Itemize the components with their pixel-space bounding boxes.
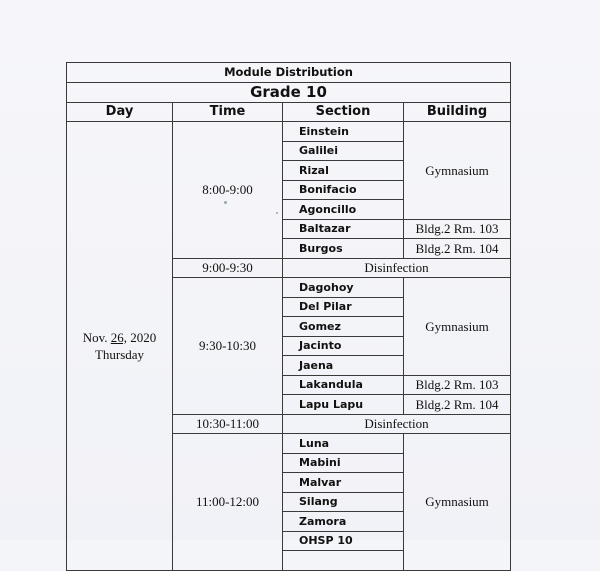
building-name: Gymnasium [404,278,511,376]
section-name: Galilei [283,141,404,161]
section-name: Burgos [283,239,404,259]
section-name: Malvar [283,473,404,493]
section-name: Jacinto [283,336,404,356]
day-cell [67,122,173,571]
building-name: Gymnasium [404,434,511,571]
section-name: Gomez [283,317,404,337]
header-day: Day [67,102,173,122]
section-name: Silang [283,492,404,512]
module-distribution-table [66,62,511,571]
header-row [67,102,511,122]
time-slot: 11:00-12:00 [173,434,283,571]
building-name: Gymnasium [404,122,511,220]
building-name: Bldg.2 Rm. 103 [404,219,511,239]
section-name: Luna [283,434,404,454]
time-slot: 10:30-11:00 [173,414,283,434]
table-title: Module Distribution [67,63,511,83]
disinfection-label: Disinfection [283,258,511,278]
day-date: Nov. 26, 2020 [82,329,157,345]
time-slot: 9:30-10:30 [173,278,283,415]
section-name: Lakandula [283,375,404,395]
section-name: Bonifacio [283,180,404,200]
section-name: Mabini [283,453,404,473]
time-slot: 8:00-9:00 [173,122,283,259]
disinfection-label: Disinfection [283,414,511,434]
header-building: Building [404,102,511,122]
section-name: Agoncillo [283,200,404,220]
section-name: Rizal [283,161,404,181]
section-name: OHSP 10 [283,531,404,551]
building-name: Bldg.2 Rm. 104 [404,395,511,415]
section-name: Lapu Lapu [283,395,404,415]
building-name: Bldg.2 Rm. 104 [404,239,511,259]
grade-heading: Grade 10 [67,82,511,102]
section-name: Einstein [283,122,404,142]
title-row [67,63,511,83]
table-row [67,122,511,142]
section-name: Jaena [283,356,404,376]
section-name [283,551,404,571]
section-name: Del Pilar [283,297,404,317]
section-name: Zamora [283,512,404,532]
section-name: Baltazar [283,219,404,239]
header-time: Time [173,102,283,122]
building-name: Bldg.2 Rm. 103 [404,375,511,395]
header-section: Section [283,102,404,122]
grade-row [67,82,511,102]
section-name: Dagohoy [283,278,404,298]
day-weekday: Thursday [94,346,145,362]
time-slot: 9:00-9:30 [173,258,283,278]
